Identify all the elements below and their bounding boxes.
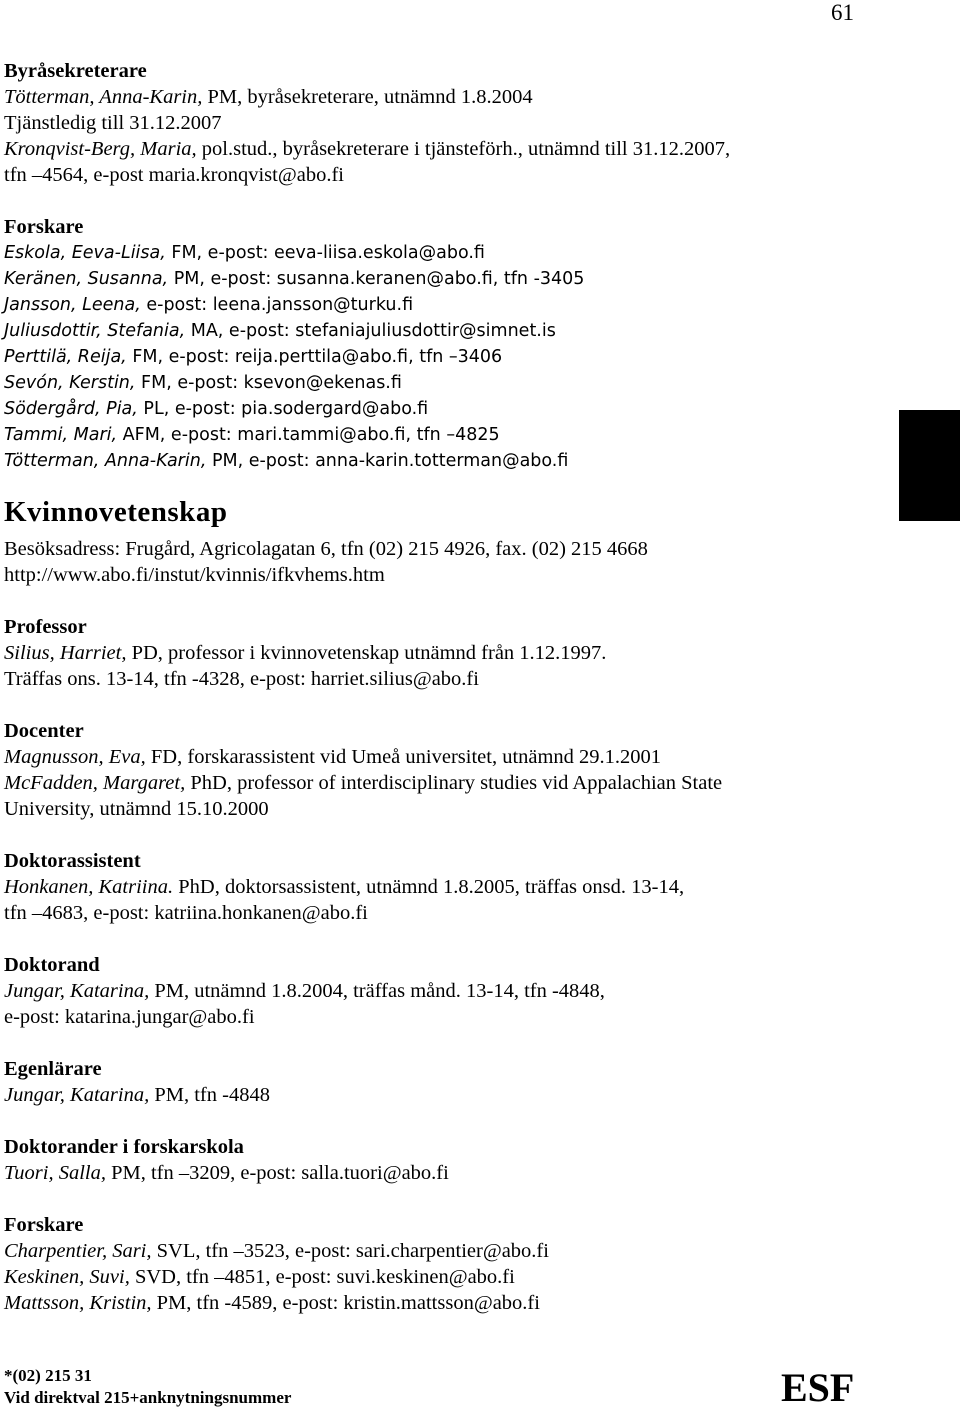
person-name: McFadden, Margaret,	[4, 772, 186, 794]
person-name: Silius, Harriet,	[4, 642, 127, 664]
person-name: Keränen, Susanna,	[4, 269, 169, 289]
person-name: Tötterman, Anna-Karin,	[4, 451, 207, 471]
person-name: Mattsson, Kristin,	[4, 1292, 152, 1314]
page-number: 61	[831, 0, 854, 25]
entry-line: Juliusdottir, Stefania, MA, e-post: stefaniajuliusdottir@simnet.is	[4, 321, 556, 341]
person-name: Jungar, Katarina,	[4, 1084, 150, 1106]
section-docenter	[4, 718, 854, 822]
heading-doktorassistent: Doktorassistent	[4, 850, 141, 872]
person-name: Tuori, Salla,	[4, 1162, 106, 1184]
thumb-index-tab	[899, 410, 960, 521]
page-content	[4, 58, 854, 1316]
entry-line: Honkanen, Katriina. PhD, doktorsassistent, utnämnd 1.8.2005, träffas onsd. 13-14,	[4, 876, 685, 898]
person-name: Eskola, Eeva-Liisa,	[4, 243, 166, 263]
footer-switchboard: *(02) 215 31	[4, 1366, 92, 1385]
heading-forskare: Forskare	[4, 216, 84, 238]
person-name: Tammi, Mari,	[4, 425, 118, 445]
entry-line: Tjänstledig till 31.12.2007	[4, 112, 222, 134]
esf-logo: ESF	[781, 1365, 855, 1410]
person-name: Kronqvist-Berg, Maria,	[4, 138, 197, 160]
entry-line: tfn –4683, e-post: katriina.honkanen@abo.fi	[4, 902, 368, 924]
person-name: Juliusdottir, Stefania,	[4, 321, 186, 341]
person-name: Södergård, Pia,	[4, 399, 138, 419]
heading-professor: Professor	[4, 616, 87, 638]
entry-line: e-post: katarina.jungar@abo.fi	[4, 1006, 255, 1028]
entry-line: Mattsson, Kristin, PM, tfn -4589, e-post: kristin.mattsson@abo.fi	[4, 1292, 540, 1314]
heading-byrasekreterare: Byråsekreterare	[4, 60, 147, 82]
person-name: Charpentier, Sari,	[4, 1240, 152, 1262]
entry-line: Keskinen, Suvi, SVD, tfn –4851, e-post: suvi.keskinen@abo.fi	[4, 1266, 515, 1288]
entry-line: Jansson, Leena, e-post: leena.jansson@turku.fi	[4, 295, 414, 315]
heading-egenlarare: Egenlärare	[4, 1058, 102, 1080]
person-name: Honkanen, Katriina.	[4, 876, 174, 898]
heading-forskare: Forskare	[4, 1214, 84, 1236]
entry-line: Tötterman, Anna-Karin, PM, byråsekreterare, utnämnd 1.8.2004	[4, 86, 533, 108]
entry-line: Magnusson, Eva, FD, forskarassistent vid Umeå universitet, utnämnd 29.1.2001	[4, 746, 662, 768]
footer-direct-dial-note: Vid direktval 215+anknytningsnummer	[4, 1388, 292, 1407]
person-name: Keskinen, Suvi,	[4, 1266, 130, 1288]
entry-line: Jungar, Katarina, PM, tfn -4848	[4, 1084, 270, 1106]
person-name: Jungar, Katarina,	[4, 980, 150, 1002]
entry-line: McFadden, Margaret, PhD, professor of interdisciplinary studies vid Appalachian State	[4, 772, 723, 794]
entry-line: Perttilä, Reija, FM, e-post: reija.perttila@abo.fi, tfn –3406	[4, 347, 503, 367]
heading-doktorander-forskarskola: Doktorander i forskarskola	[4, 1136, 244, 1158]
section-title-kvinnovetenskap: Kvinnovetenskap	[4, 496, 228, 528]
section-doktorassistent	[4, 848, 854, 926]
entry-line: Sevón, Kerstin, FM, e-post: ksevon@ekenas.fi	[4, 373, 402, 393]
entry-line: Tuori, Salla, PM, tfn –3209, e-post: salla.tuori@abo.fi	[4, 1162, 449, 1184]
page-footer	[4, 1365, 291, 1409]
section-doktorand	[4, 952, 854, 1030]
person-name: Magnusson, Eva,	[4, 746, 146, 768]
entry-line: Södergård, Pia, PL, e-post: pia.sodergard@abo.fi	[4, 399, 429, 419]
section-doktorander-forskarskola	[4, 1134, 854, 1186]
entry-line: Tammi, Mari, AFM, e-post: mari.tammi@abo.fi, tfn –4825	[4, 425, 500, 445]
entry-line: tfn –4564, e-post maria.kronqvist@abo.fi	[4, 164, 344, 186]
person-name: Jansson, Leena,	[4, 295, 141, 315]
section-forskare-1	[4, 214, 854, 474]
entry-line: Silius, Harriet, PD, professor i kvinnovetenskap utnämnd från 1.12.1997.	[4, 642, 607, 664]
section-egenlarare	[4, 1056, 854, 1108]
entry-line: Jungar, Katarina, PM, utnämnd 1.8.2004, träffas månd. 13-14, tfn -4848,	[4, 980, 605, 1002]
visiting-address: Besöksadress: Frugård, Agricolagatan 6, tfn (02) 215 4926, fax. (02) 215 4668	[4, 538, 648, 560]
section-byrasekreterare	[4, 58, 854, 188]
website-link: http://www.abo.fi/instut/kvinnis/ifkvhems.htm	[4, 564, 385, 586]
section-professor	[4, 614, 854, 692]
entry-line: Träffas ons. 13-14, tfn -4328, e-post: harriet.silius@abo.fi	[4, 668, 479, 690]
person-name: Tötterman, Anna-Karin,	[4, 86, 203, 108]
entry-line: Keränen, Susanna, PM, e-post: susanna.keranen@abo.fi, tfn -3405	[4, 269, 585, 289]
heading-doktorand: Doktorand	[4, 954, 100, 976]
entry-line: Kronqvist-Berg, Maria, pol.stud., byråsekreterare i tjänsteförh., utnämnd till 31.12.2007,	[4, 138, 731, 160]
entry-line: Eskola, Eeva-Liisa, FM, e-post: eeva-liisa.eskola@abo.fi	[4, 243, 485, 263]
person-name: Sevón, Kerstin,	[4, 373, 136, 393]
person-name: Perttilä, Reija,	[4, 347, 127, 367]
heading-docenter: Docenter	[4, 720, 84, 742]
entry-line: Charpentier, Sari, SVL, tfn –3523, e-post: sari.charpentier@abo.fi	[4, 1240, 549, 1262]
entry-line: Tötterman, Anna-Karin, PM, e-post: anna-karin.totterman@abo.fi	[4, 451, 569, 471]
section-forskare-2	[4, 1212, 854, 1316]
entry-line: University, utnämnd 15.10.2000	[4, 798, 269, 820]
